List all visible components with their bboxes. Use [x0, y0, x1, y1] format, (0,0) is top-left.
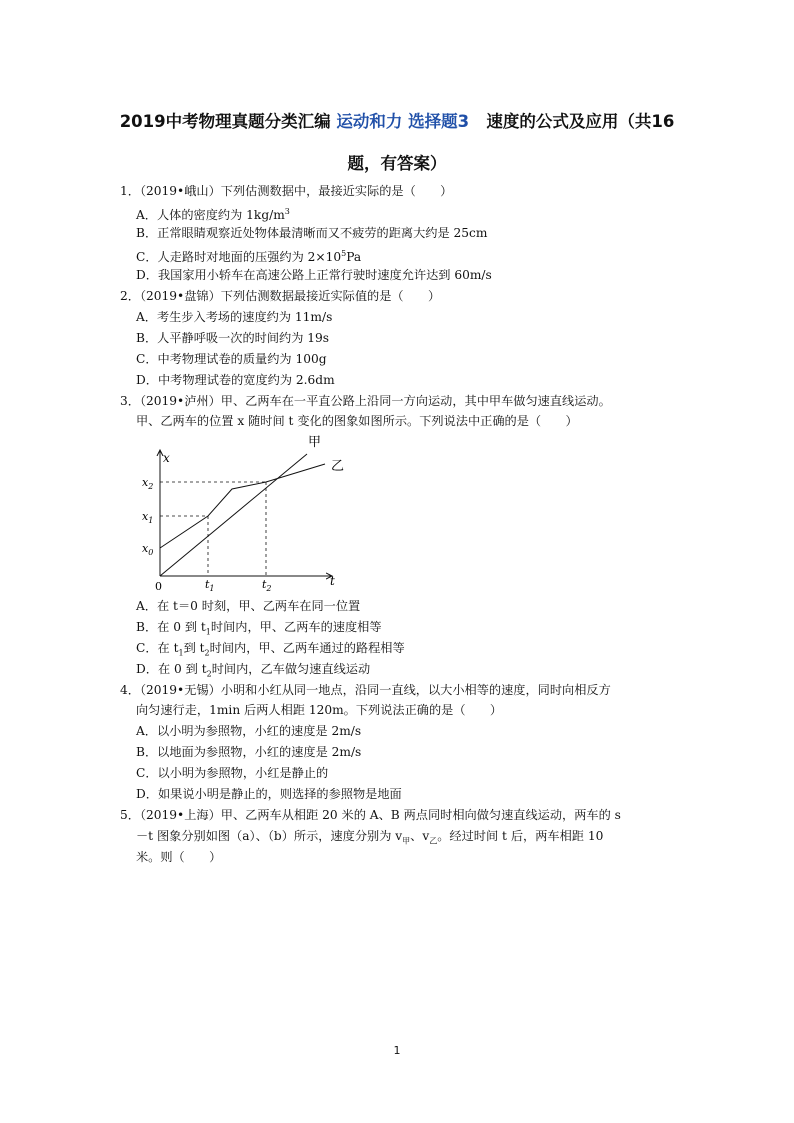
- question-3-stem-cont: 甲、乙两车的位置 x 随时间 t 变化的图象如图所示。下列说法中正确的是（ ）: [136, 414, 578, 428]
- question-1-option-d: D．我国家用小轿车在高速公路上正常行驶时速度允许达到 60m/s: [136, 268, 492, 282]
- tick-x0: $x_0$: [142, 542, 154, 557]
- axis-label-x: x: [163, 451, 170, 465]
- question-3-stem: 3．（2019•泸州）甲、乙两车在一平直公路上沿同一方向运动，其中甲车做匀速直线运动。: [120, 394, 611, 408]
- tick-t2: $t_2$: [262, 578, 272, 593]
- question-5-stem-cont2: 米。则（ ）: [136, 850, 222, 864]
- question-3-option-c: C．在 $t_1$到 $t_2$时间内，甲、乙两车通过的路程相等: [136, 641, 405, 658]
- question-4-option-d: D．如果说小明是静止的，则选择的参照物是地面: [136, 787, 402, 801]
- question-2-option-a: A．考生步入考场的速度约为 11m/s: [136, 310, 333, 324]
- question-4-option-a: A．以小明为参照物，小红的速度是 2m/s: [136, 724, 362, 738]
- tick-t1: $t_1$: [205, 578, 215, 593]
- origin-label: 0: [155, 580, 162, 593]
- question-1-stem: 1．（2019•峨山）下列估测数据中，最接近实际的是（ ）: [120, 184, 453, 198]
- question-4-stem-cont: 向匀速行走，1min 后两人相距 120m。下列说法正确的是（ ）: [136, 703, 503, 717]
- question-4-option-b: B．以地面为参照物，小红的速度是 2m/s: [136, 745, 362, 759]
- question-2-option-d: D．中考物理试卷的宽度约为 2.6dm: [136, 373, 335, 387]
- page-title: [0, 108, 794, 132]
- label-jia: 甲: [308, 435, 322, 450]
- position-time-graph: [135, 432, 350, 594]
- question-3-option-a: A．在 t＝0 时刻，甲、乙两车在同一位置: [136, 599, 361, 613]
- question-2-option-b: B．人平静呼吸一次的时间约为 19s: [136, 331, 330, 345]
- question-1-option-b: B．正常眼睛观察近处物体最清晰而又不疲劳的距离大约是 25cm: [136, 226, 488, 240]
- question-1-option-c: C．人走路时对地面的压强约为 $2\times 10^5Pa$: [136, 249, 362, 265]
- tick-x2: $x_2$: [142, 476, 154, 491]
- question-1-option-a: A．人体的密度约为 $1kg/m^3$: [136, 207, 290, 223]
- title-part1: 2019中考物理真题分类汇编: [119, 112, 331, 131]
- question-4-stem: 4．（2019•无锡）小明和小红从同一地点，沿同一直线，以大小相等的速度，同时向相反方: [120, 683, 611, 697]
- question-3-option-d: D．在 0 到 $t_2$时间内，乙车做匀速直线运动: [136, 662, 371, 679]
- title-part2: 运动和力 选择题3: [336, 112, 470, 131]
- question-2-stem: 2．（2019•盘锦）下列估测数据最接近实际值的是（ ）: [120, 289, 441, 303]
- line-yi: [160, 464, 325, 548]
- question-3-option-b: B．在 0 到 $t_1$时间内，甲、乙两车的速度相等: [136, 620, 382, 637]
- line-jia: [160, 454, 307, 576]
- page-number: 1: [393, 1044, 401, 1057]
- label-yi: 乙: [331, 459, 345, 474]
- question-5-stem: 5．（2019•上海）甲、乙两车从相距 20 米的 A、B 两点同时相向做匀速直线运动，两车的 s: [120, 808, 621, 822]
- title-part3: 速度的公式及应用（共16: [486, 112, 675, 131]
- axis-label-t: t: [330, 574, 335, 588]
- question-4-option-c: C．以小明为参照物，小红是静止的: [136, 766, 329, 780]
- page-title-line2: 题，有答案）: [347, 154, 447, 173]
- question-5-stem-cont: －t 图象分别如图（a）、（b）所示，速度分别为 $v_甲$、$v_乙$。经过时间 t 后，两车相距 10: [136, 829, 604, 846]
- question-2-option-c: C．中考物理试卷的质量约为 100g: [136, 352, 327, 366]
- tick-x1: $x_1$: [142, 510, 154, 525]
